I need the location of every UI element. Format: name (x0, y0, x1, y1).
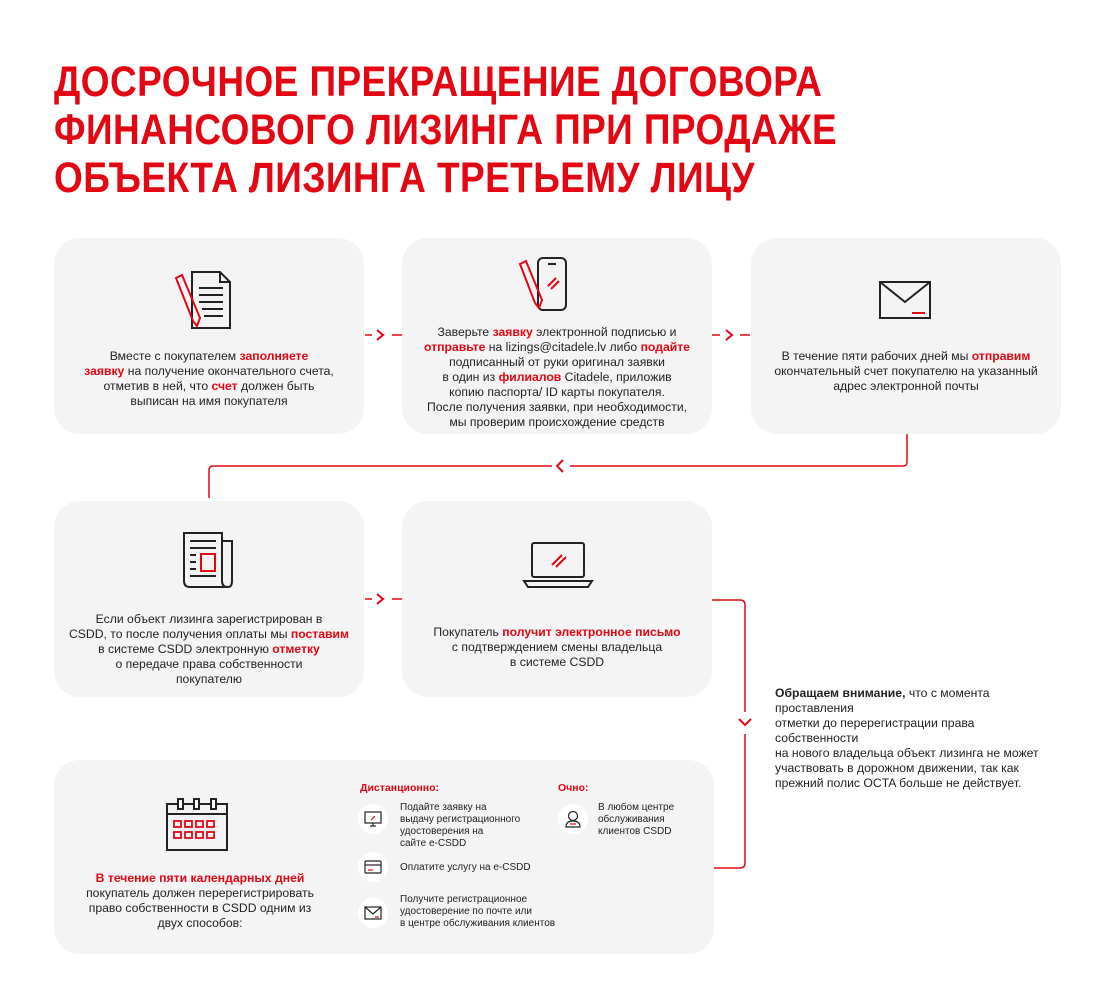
text-fragment: выписан на имя покупателя (130, 394, 288, 408)
text-fragment: мы проверим происхождение средств (449, 415, 665, 429)
text-fragment: электронной подписью и (532, 325, 677, 339)
highlight: подайте (640, 340, 690, 354)
remote-heading: Дистанционно: (360, 782, 440, 794)
highlight: В течение пяти календарных дней (95, 871, 305, 885)
attention-note (775, 686, 1045, 791)
text-fragment: что с момента проставления (775, 686, 990, 715)
phone-pen-icon (516, 254, 576, 316)
step-6-text (64, 871, 336, 931)
text-fragment: отметив в ней, что (103, 379, 212, 393)
text-fragment: участвовать в дорожном движении, так как (775, 761, 1019, 775)
highlight: отправьте (424, 340, 486, 354)
text-fragment: CSDD, то после получения оплаты мы (68, 627, 291, 641)
chevron-right-icon (377, 594, 383, 604)
page-title (54, 58, 838, 202)
text-fragment: копию паспорта/ ID карты покупателя. (449, 385, 665, 399)
text-fragment: в центре обслуживания клиентов (400, 918, 556, 929)
text-fragment: на lizings@citadele.lv либо (485, 340, 641, 354)
step-5-card (402, 501, 712, 697)
text-fragment: клиентов CSDD (598, 826, 672, 837)
chevron-right-icon (377, 330, 383, 340)
text-fragment: право собственности в CSDD одним из (88, 901, 312, 915)
remote-option-1-icon-wrap (358, 804, 388, 834)
text-fragment: сайте e-CSDD (400, 838, 467, 849)
person-icon (558, 804, 588, 834)
highlight: получит электронное письмо (502, 625, 681, 639)
text-fragment: о передаче права собственности (115, 657, 303, 671)
payment-card-icon (358, 852, 388, 882)
step-2-text (412, 325, 702, 430)
text-fragment: Вместе с покупателем (109, 349, 240, 363)
remote-option-3-icon-wrap (358, 898, 388, 928)
text-fragment: удостоверение по почте или (400, 906, 532, 917)
step-1-text (64, 349, 354, 409)
mail-icon (358, 898, 388, 928)
laptop-icon (522, 539, 594, 589)
highlight: заполняете (239, 349, 309, 363)
text-fragment: на получение окончательного счета, (124, 364, 334, 378)
step-6-card (54, 760, 714, 954)
envelope-icon (878, 280, 932, 320)
note-bold: Обращаем внимание, (775, 686, 906, 700)
document-pen-icon (172, 266, 236, 334)
calendar-icon (164, 796, 230, 854)
text-fragment: в системе CSDD (509, 655, 605, 669)
text-fragment: покупателю (175, 672, 243, 686)
highlight: отправим (971, 349, 1031, 363)
chevron-left-icon (557, 460, 563, 472)
text-fragment: выдачу регистрационного (400, 814, 521, 825)
text-fragment: обслуживания (598, 814, 665, 825)
text-fragment: Если объект лизинга зарегистрирован в (95, 612, 323, 626)
text-fragment: подписанный от руки оригинал заявки (449, 355, 665, 369)
step-5-text (412, 625, 702, 670)
inperson-text (598, 802, 674, 838)
text-fragment: удостоверения на (400, 826, 484, 837)
title-line-3: ОБЪЕКТА ЛИЗИНГА ТРЕТЬЕМУ ЛИЦУ (54, 154, 755, 202)
text-fragment: В течение пяти рабочих дней мы (781, 349, 972, 363)
highlight: заявку (492, 325, 533, 339)
highlight: счет (211, 379, 238, 393)
remote-option-1-text (400, 802, 520, 850)
text-fragment: покупатель должен перерегистрировать (86, 886, 314, 900)
text-fragment: в системе CSDD электронную (98, 642, 273, 656)
chevron-right-icon (726, 330, 732, 340)
step-1-card (54, 238, 364, 434)
remote-option-2-icon-wrap (358, 852, 388, 882)
connector-step3-to-step4 (209, 432, 907, 498)
title-line-1: ДОСРОЧНОЕ ПРЕКРАЩЕНИЕ ДОГОВОРА (54, 58, 823, 106)
text-fragment: отметки до перерегистрации права собственности (775, 716, 975, 745)
remote-option-2-text: Оплатите услугу на e-CSDD (400, 862, 531, 873)
text-fragment: должен быть (237, 379, 315, 393)
remote-option-3-text (400, 894, 555, 930)
chevron-down-icon (739, 719, 751, 725)
step-4-text (64, 612, 354, 687)
text-fragment: После получения заявки, при необходимости, (426, 400, 688, 414)
text-fragment: двух способов: (157, 916, 243, 930)
text-fragment: адрес электронной почты (833, 379, 979, 393)
step-3-card (751, 238, 1061, 434)
step-3-text (761, 349, 1051, 394)
highlight: отметку (272, 642, 320, 656)
highlight: поставим (290, 627, 350, 641)
title-line-2: ФИНАНСОВОГО ЛИЗИНГА ПРИ ПРОДАЖЕ (54, 106, 838, 154)
text-fragment: Подайте заявку на (400, 802, 487, 813)
text-fragment: в один из (442, 370, 499, 384)
text-fragment: окончательный счет покупателю на указанный (774, 364, 1038, 378)
monitor-icon (358, 804, 388, 834)
text-fragment: Получите регистрационное (400, 894, 528, 905)
connector-step5-to-step6 (712, 600, 745, 868)
step-2-card (402, 238, 712, 434)
newspaper-icon (180, 529, 238, 591)
inperson-icon-wrap (558, 804, 588, 834)
highlight: филиалов (498, 370, 562, 384)
inperson-heading: Очно: (558, 782, 589, 794)
text-fragment: с подтверждением смены владельца (451, 640, 663, 654)
text-fragment: Заверьте (437, 325, 493, 339)
step-4-card (54, 501, 364, 697)
highlight: заявку (84, 364, 125, 378)
text-fragment: на нового владельца объект лизинга не может (775, 746, 1039, 760)
text-fragment: прежний полис OCTA больше не действует. (775, 776, 1022, 790)
text-fragment: Покупатель (433, 625, 503, 639)
text-fragment: В любом центре (598, 802, 675, 813)
text-fragment: Citadele, приложив (561, 370, 672, 384)
